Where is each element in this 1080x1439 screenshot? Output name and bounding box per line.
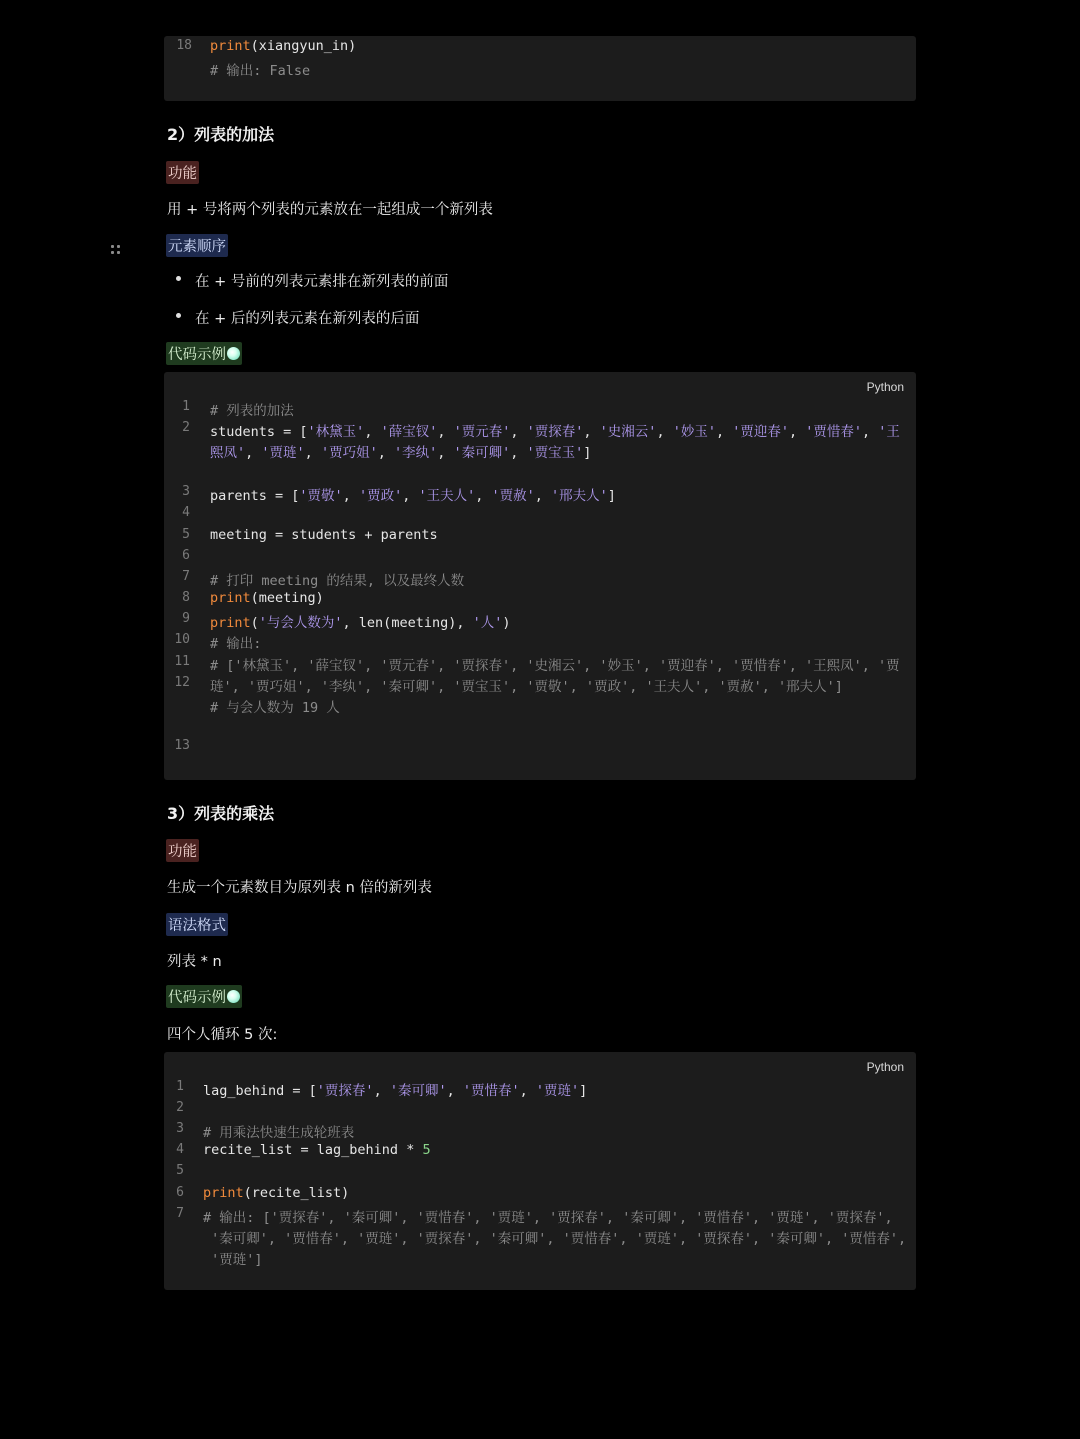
code-example-tag xyxy=(166,985,242,1008)
code-line: # 输出: xyxy=(210,636,262,652)
code-line: '秦可卿', '贾惜春', '贾琏', '贾探春', '秦可卿', '贾惜春', '贾琏', '贾探春', '秦可卿', '贾惜春', xyxy=(203,1231,907,1247)
line-number: 6 xyxy=(182,548,190,563)
code-line: parents = ['贾敬', '贾政', '王夫人', '贾赦', '邢夫人'] xyxy=(210,488,616,504)
line-number: 8 xyxy=(182,590,190,605)
function-tag: 功能 xyxy=(166,839,199,862)
line-number: 3 xyxy=(176,1121,184,1136)
code-line: # ['林黛玉', '薛宝钗', '贾元春', '贾探春', '史湘云', '妙玉', '贾迎春', '贾惜春', '王熙凤', '贾 xyxy=(210,658,900,674)
line-number: 5 xyxy=(182,527,190,542)
code-example-tag xyxy=(166,342,242,365)
code-line: # 输出: ['贾探春', '秦可卿', '贾惜春', '贾琏', '贾探春', '秦可卿', '贾惜春', '贾琏', '贾探春', xyxy=(203,1210,893,1226)
code-line: '贾琏'] xyxy=(203,1252,263,1268)
line-number: 11 xyxy=(174,654,190,669)
code-language-label: Python xyxy=(866,380,904,394)
function-tag: 功能 xyxy=(166,161,199,184)
line-number: 3 xyxy=(182,484,190,499)
line-number: 5 xyxy=(176,1163,184,1178)
line-number: 2 xyxy=(182,420,190,435)
code-block-addition xyxy=(164,372,916,780)
code-line: 琏', '贾巧姐', '李纨', '秦可卿', '贾宝玉', '贾敬', '贾政', '王夫人', '贾赦', '邢夫人'] xyxy=(210,679,843,695)
code-language-label: Python xyxy=(866,1060,904,1074)
code-line: print(meeting) xyxy=(210,590,324,606)
line-number: 9 xyxy=(182,611,190,626)
code-line: print(xiangyun_in) xyxy=(210,38,357,54)
code-line: lag_behind = ['贾探春', '秦可卿', '贾惜春', '贾琏'] xyxy=(203,1083,588,1099)
code-line: 熙凤', '贾琏', '贾巧姐', '李纨', '秦可卿', '贾宝玉'] xyxy=(210,445,592,461)
code-example-label: 代码示例 xyxy=(168,347,226,363)
code-line: print('与会人数为', len(meeting), '人') xyxy=(210,615,511,631)
line-number: 7 xyxy=(176,1206,184,1221)
drag-handle-icon[interactable] xyxy=(111,245,123,257)
example-description: 四个人循环 5 次: xyxy=(167,1027,278,1043)
line-number: 18 xyxy=(176,38,192,53)
line-number: 10 xyxy=(174,632,190,647)
bubble-emoji-icon xyxy=(227,990,240,1003)
code-line: # 用乘法快速生成轮班表 xyxy=(203,1125,355,1141)
bullet-item: 在 + 号前的列表元素排在新列表的前面 xyxy=(195,274,449,290)
line-number: 13 xyxy=(174,738,190,753)
section-heading-addition: 2）列表的加法 xyxy=(167,125,275,144)
line-number: 4 xyxy=(182,505,190,520)
line-number: 7 xyxy=(182,569,190,584)
code-line: recite_list = lag_behind * 5 xyxy=(203,1142,431,1158)
code-line: # 与会人数为 19 人 xyxy=(210,700,340,716)
line-number: 4 xyxy=(176,1142,184,1157)
bullet-item: 在 + 后的列表元素在新列表的后面 xyxy=(195,311,420,327)
syntax-tag: 语法格式 xyxy=(166,913,228,936)
code-example-label: 代码示例 xyxy=(168,990,226,1006)
bullet-icon xyxy=(176,313,181,318)
code-block-multiplication xyxy=(164,1052,916,1290)
section-heading-multiplication: 3）列表的乘法 xyxy=(167,804,275,823)
code-line: meeting = students + parents xyxy=(210,527,438,543)
function-description: 用 + 号将两个列表的元素放在一起组成一个新列表 xyxy=(167,202,493,218)
line-number: 1 xyxy=(182,399,190,414)
line-number: 1 xyxy=(176,1079,184,1094)
bubble-emoji-icon xyxy=(227,347,240,360)
syntax-text: 列表 * n xyxy=(167,954,222,970)
code-line: # 输出: False xyxy=(210,63,311,79)
line-number: 2 xyxy=(176,1100,184,1115)
element-order-tag: 元素顺序 xyxy=(166,234,228,257)
line-number: 6 xyxy=(176,1185,184,1200)
code-line: students = ['林黛玉', '薛宝钗', '贾元春', '贾探春', '史湘云', '妙玉', '贾迎春', '贾惜春', '王 xyxy=(210,424,900,440)
function-description: 生成一个元素数目为原列表 n 倍的新列表 xyxy=(167,880,432,896)
line-number: 12 xyxy=(174,675,190,690)
code-line: print(recite_list) xyxy=(203,1185,350,1201)
code-line: # 列表的加法 xyxy=(210,403,294,419)
code-line: # 打印 meeting 的结果, 以及最终人数 xyxy=(210,573,465,589)
code-block-top xyxy=(164,36,916,101)
bullet-icon xyxy=(176,276,181,281)
